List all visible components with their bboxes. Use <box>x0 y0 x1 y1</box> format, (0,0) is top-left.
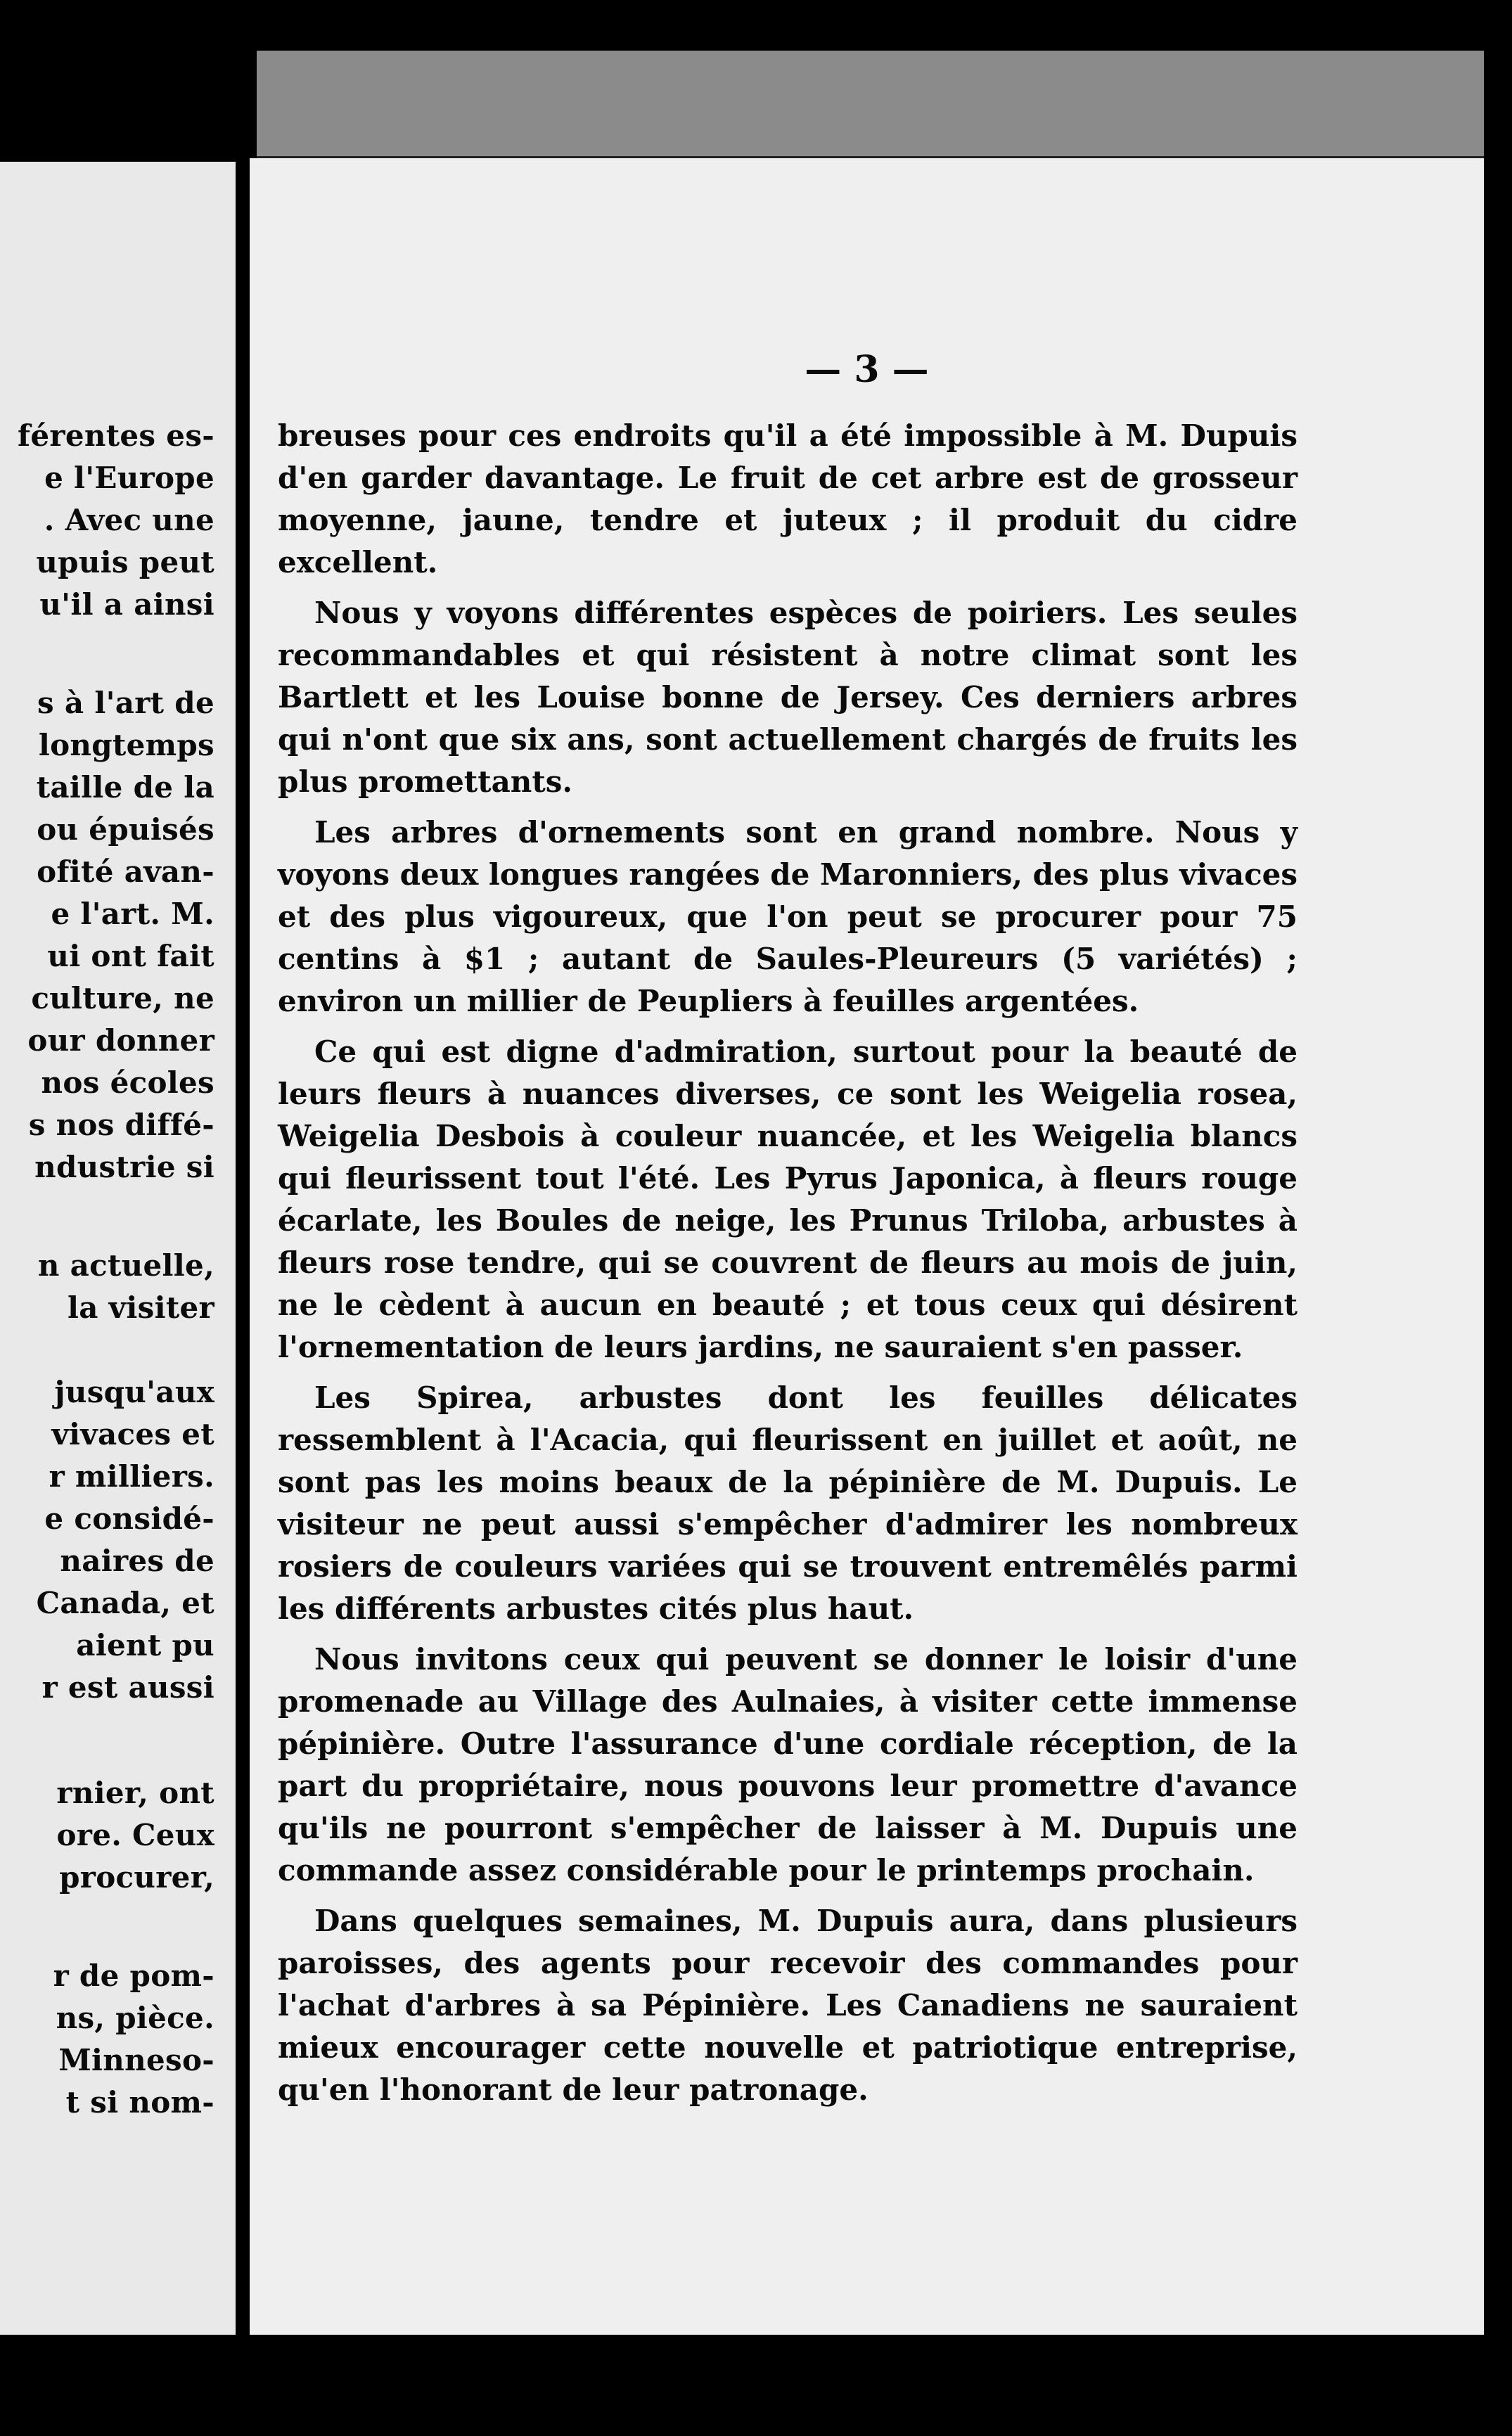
paragraph: Ce qui est digne d'admiration, surtout pour la beauté de leurs fleurs à nuances diverses, ce sont les Weigelia rosea, Weigelia Desbois à couleur nuancée, et les Weigelia blancs qui fleurissent tout l'été. Les Pyrus Japonica, à fleurs rouge écarlate, les Boules de neige, les Prunus Triloba, arbustes à fleurs rose tendre, qui se couvrent de fleurs au mois de juin, ne le cèdent à aucun en beauté ; et tous ceux qui désirent l'ornementation de leurs jardins, ne sauraient s'en passer. <box>278 1034 1298 1364</box>
left-line: ui ont fait <box>47 939 214 973</box>
left-line: r de pom- <box>53 1959 214 1993</box>
left-line: ns, pièce. <box>56 2001 214 2035</box>
left-line: ou épuisés <box>37 812 214 847</box>
paragraph: Les Spirea, arbustes dont les feuilles délicates ressemblent à l'Acacia, qui fleurissent en juillet et août, ne sont pas les moins beaux de la pépinière de M. Dupuis. Le visiteur ne peut aussi s'empêcher d'admirer les nombreux rosiers de couleurs variées qui se trouvent entremêlés parmi les différents arbustes cités plus haut. <box>278 1380 1298 1626</box>
left-line: ore. Ceux <box>56 1818 214 1852</box>
left-line: la visiter <box>67 1290 214 1325</box>
left-line: r est aussi <box>41 1670 214 1705</box>
left-line: u'il a ainsi <box>39 587 214 622</box>
left-line: our donner <box>27 1023 214 1058</box>
left-line: s à l'art de <box>37 686 214 720</box>
left-line: Minneso- <box>58 2043 214 2077</box>
left-line: aient pu <box>76 1628 214 1662</box>
page-number: — 3 — <box>805 348 929 391</box>
left-line: t si nom- <box>65 2085 214 2120</box>
left-page-fragment <box>0 162 236 2335</box>
left-line: n actuelle, <box>37 1248 214 1283</box>
left-line: . Avec une <box>44 503 214 537</box>
paragraph: Les arbres d'ornements sont en grand nombre. Nous y voyons deux longues rangées de Maronniers, des plus vivaces et des plus vigoureux, que l'on peut se procurer pour 75 centins à $1 ; autant de Saules-Pleureurs (5 variétés) ; environ un millier de Peupliers à feuilles argentées. <box>278 815 1298 1018</box>
paragraph: breuses pour ces endroits qu'il a été impossible à M. Dupuis d'en garder davantage. Le fruit de cet arbre est de grosseur moyenne, jaune, tendre et juteux ; il produit du cidre excellent. <box>278 418 1298 579</box>
left-line: jusqu'aux <box>54 1375 214 1409</box>
scan-border <box>1484 42 1512 2363</box>
left-line: longtemps <box>38 728 214 762</box>
paragraph: Dans quelques semaines, M. Dupuis aura, dans plusieurs paroisses, des agents pour recevoir des commandes pour l'achat d'arbres à sa Pépinière. Les Canadiens ne sauraient mieux encourager cette nouvelle et patriotique entreprise, qu'en l'honorant de leur patronage. <box>278 1904 1298 2107</box>
page-top-edge <box>257 51 1484 160</box>
left-line: ndustrie si <box>34 1150 214 1184</box>
paragraph: Nous y voyons différentes espèces de poiriers. Les seules recommandables et qui résistent à notre climat sont les Bartlett et les Louise bonne de Jersey. Ces derniers arbres qui n'ont que six ans, sont actuellement chargés de fruits les plus promettants. <box>278 596 1298 799</box>
left-line: rnier, ont <box>56 1776 214 1810</box>
paragraph: Nous invitons ceux qui peuvent se donner le loisir d'une promenade au Village des Aulnaies, à visiter cette immense pépinière. Outre l'assurance d'une cordiale réception, de la part du propriétaire, nous pouvons leur promettre d'avance qu'ils ne pourront s'empêcher de laisser à M. Dupuis une commande assez considérable pour le printemps prochain. <box>278 1642 1298 1887</box>
left-line: procurer, <box>59 1860 214 1895</box>
body-text <box>278 415 1298 2120</box>
left-line: s nos diffé- <box>28 1108 214 1142</box>
left-line: taille de la <box>36 770 214 804</box>
left-line: e l'Europe <box>44 461 214 495</box>
left-line: r milliers. <box>49 1459 214 1494</box>
left-line: ofité avan- <box>37 854 214 889</box>
left-line: naires de <box>60 1544 214 1578</box>
left-line: Canada, et <box>36 1586 214 1620</box>
left-line: e l'art. M. <box>51 897 214 931</box>
left-line: upuis peut <box>36 545 214 579</box>
right-page <box>250 158 1484 2335</box>
left-line: e considé- <box>44 1501 214 1536</box>
left-line: férentes es- <box>18 418 214 453</box>
left-line: nos écoles <box>41 1065 214 1100</box>
left-line: vivaces et <box>51 1417 214 1451</box>
left-line: culture, ne <box>31 981 214 1015</box>
